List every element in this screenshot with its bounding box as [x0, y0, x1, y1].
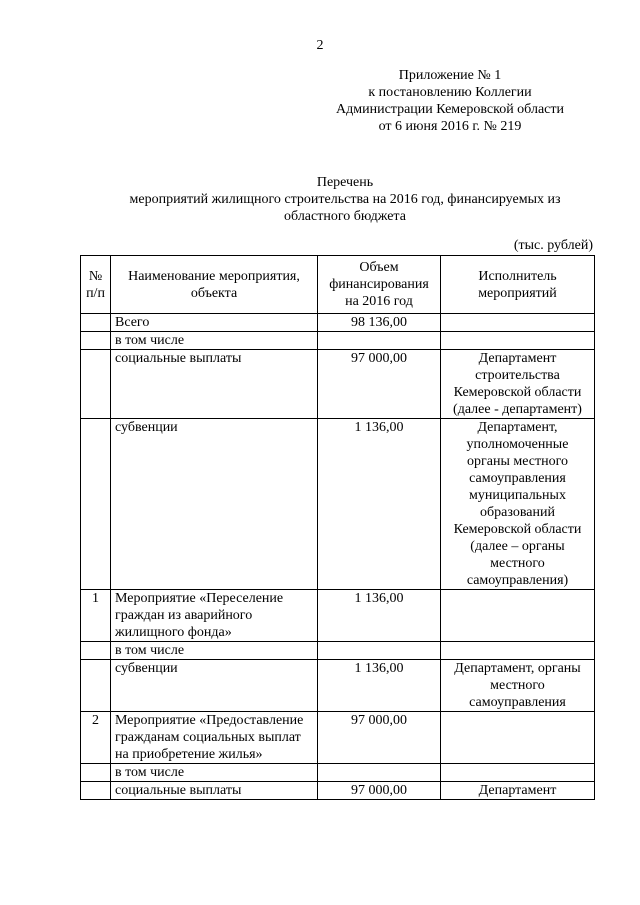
table-header-row — [81, 256, 595, 314]
cell-num — [81, 350, 111, 419]
cell-amount: 1 136,00 — [318, 419, 441, 590]
cell-name: социальные выплаты — [111, 350, 318, 419]
cell-executor: Департамент — [441, 782, 595, 800]
appendix-line: от 6 июня 2016 г. № 219 — [378, 119, 522, 134]
cell-executor — [441, 642, 595, 660]
cell-name: в том числе — [111, 764, 318, 782]
cell-num — [81, 660, 111, 712]
cell-executor — [441, 712, 595, 764]
table-row — [81, 590, 595, 642]
cell-num — [81, 642, 111, 660]
cell-executor: Департамент, уполномоченные органы местного самоуправления муниципальных образований Кемеровской области (далее – органы местного самоуправления) — [441, 419, 595, 590]
table-row — [81, 332, 595, 350]
cell-name: Мероприятие «Предоставление гражданам социальных выплат на приобретение жилья» — [111, 712, 318, 764]
cell-num: 2 — [81, 712, 111, 764]
activities-table — [80, 255, 595, 800]
cell-amount: 97 000,00 — [318, 782, 441, 800]
table-row — [81, 350, 595, 419]
cell-name: Мероприятие «Переселение граждан из аварийного жилищного фонда» — [111, 590, 318, 642]
cell-executor: Департамент строительства Кемеровской области (далее - департамент) — [441, 350, 595, 419]
cell-executor — [441, 332, 595, 350]
title-line-2: мероприятий жилищного строительства на 2016 год, финансируемых из — [129, 192, 561, 207]
appendix-block — [300, 67, 600, 135]
cell-amount: 1 136,00 — [318, 660, 441, 712]
cell-executor: Департамент, органы местного самоуправления — [441, 660, 595, 712]
cell-amount: 97 000,00 — [318, 712, 441, 764]
cell-name: в том числе — [111, 642, 318, 660]
table-row — [81, 764, 595, 782]
title-line-1: Перечень — [316, 175, 374, 190]
cell-name: Всего — [111, 314, 318, 332]
header-num: № п/п — [81, 256, 111, 314]
table-row — [81, 419, 595, 590]
cell-num — [81, 314, 111, 332]
cell-amount: 97 000,00 — [318, 350, 441, 419]
appendix-line: Администрации Кемеровской области — [336, 102, 564, 117]
cell-name: субвенции — [111, 660, 318, 712]
table-row — [81, 314, 595, 332]
cell-name: субвенции — [111, 419, 318, 590]
cell-amount — [318, 764, 441, 782]
table-row — [81, 642, 595, 660]
table-row — [81, 712, 595, 764]
cell-num — [81, 764, 111, 782]
cell-executor — [441, 314, 595, 332]
cell-name: социальные выплаты — [111, 782, 318, 800]
header-executor: Исполнитель мероприятий — [441, 256, 595, 314]
cell-num — [81, 419, 111, 590]
document-title — [80, 174, 610, 225]
cell-name: в том числе — [111, 332, 318, 350]
header-name: Наименование мероприятия, объекта — [111, 256, 318, 314]
cell-num — [81, 332, 111, 350]
cell-num: 1 — [81, 590, 111, 642]
table-row — [81, 660, 595, 712]
cell-amount — [318, 332, 441, 350]
cell-amount: 1 136,00 — [318, 590, 441, 642]
currency-unit: (тыс. рублей) — [513, 238, 593, 253]
cell-executor — [441, 590, 595, 642]
appendix-line: Приложение № 1 — [398, 68, 502, 83]
table-row — [81, 782, 595, 800]
cell-amount: 98 136,00 — [318, 314, 441, 332]
title-line-3: областного бюджета — [284, 209, 406, 224]
appendix-line: к постановлению Коллегии — [368, 85, 532, 100]
page-number: 2 — [316, 38, 324, 53]
cell-amount — [318, 642, 441, 660]
header-amount: Объем финансирования на 2016 год — [318, 256, 441, 314]
cell-num — [81, 782, 111, 800]
cell-executor — [441, 764, 595, 782]
